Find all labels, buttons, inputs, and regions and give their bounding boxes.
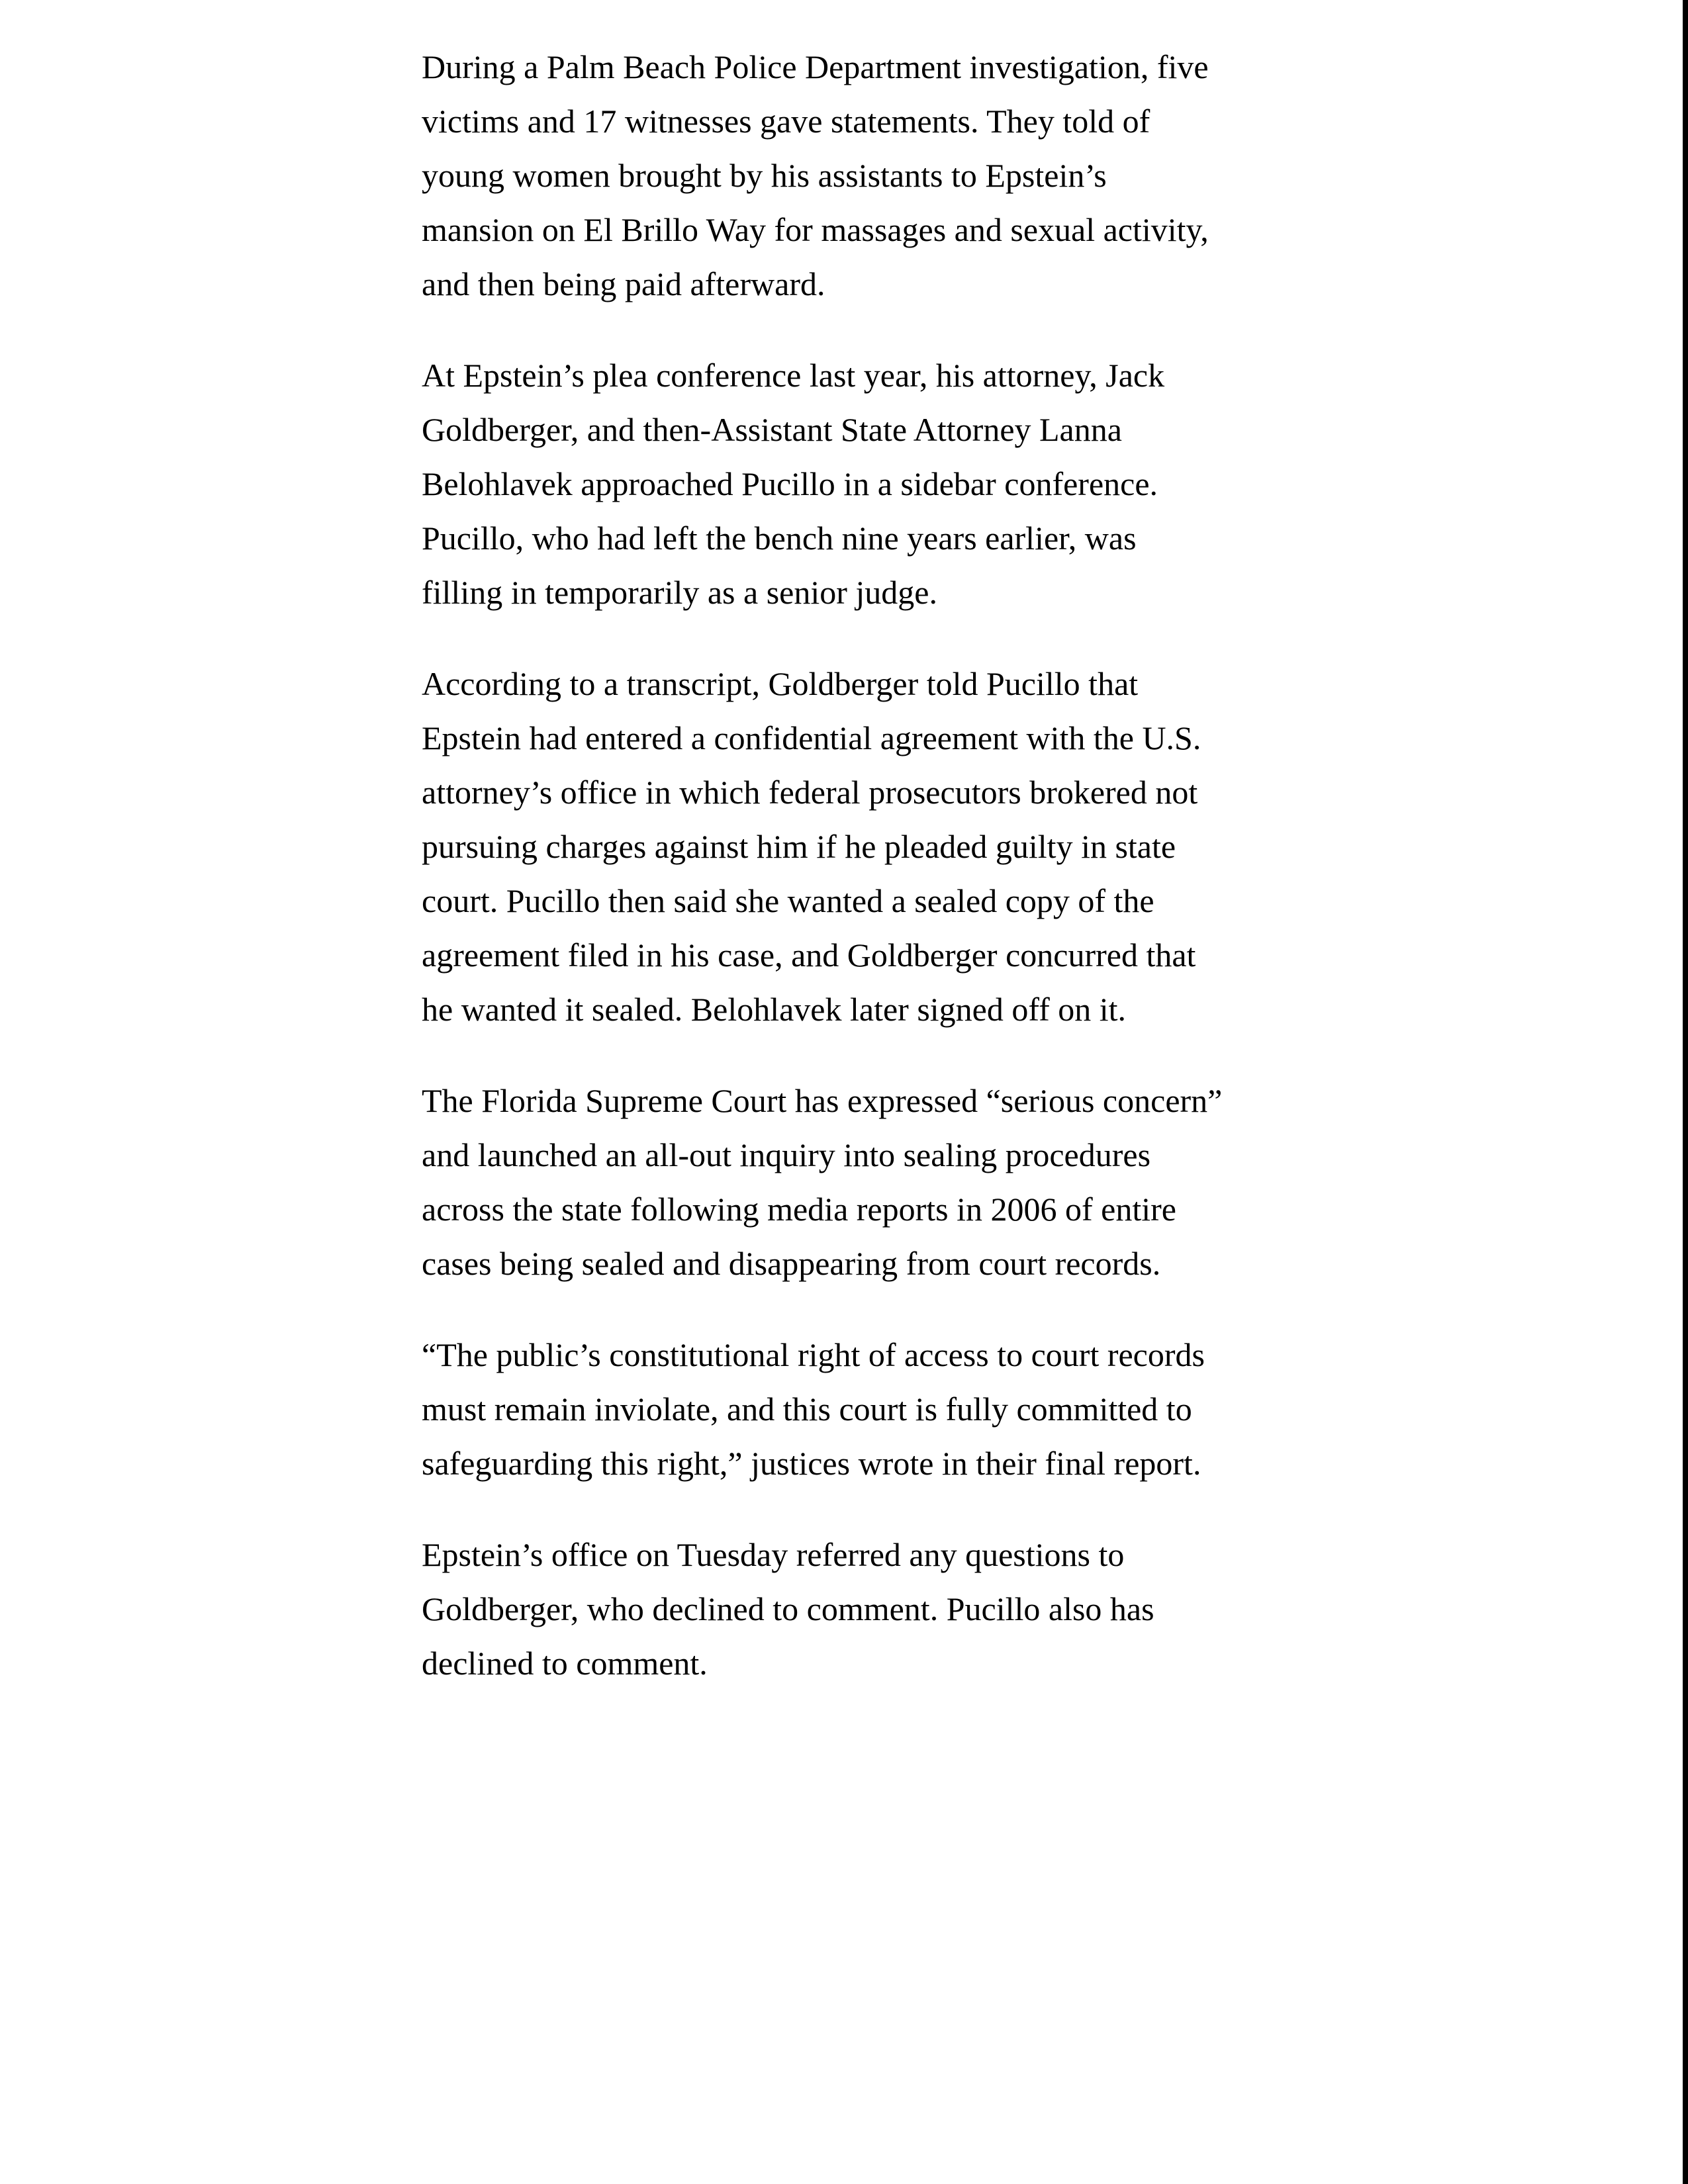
article-paragraph [422, 1073, 1309, 1291]
text-line: filling in temporarily as a senior judge. [422, 574, 937, 611]
text-line: The Florida Supreme Court has expressed “serious concern” [422, 1082, 1223, 1119]
article-paragraph [422, 40, 1309, 311]
text-line: Epstein’s office on Tuesday referred any questions to [422, 1536, 1125, 1573]
text-line: agreement filed in his case, and Goldberger concurred that [422, 936, 1196, 974]
text-line: pursuing charges against him if he pleaded guilty in state [422, 828, 1176, 865]
text-line: During a Palm Beach Police Department investigation, five [422, 48, 1209, 85]
article-paragraph [422, 657, 1309, 1036]
text-line: cases being sealed and disappearing from court records. [422, 1245, 1161, 1282]
text-line: According to a transcript, Goldberger told Pucillo that [422, 665, 1139, 702]
text-line: Goldberger, who declined to comment. Pucillo also has [422, 1590, 1154, 1627]
article-body [422, 40, 1309, 1727]
text-line: attorney’s office in which federal prosecutors brokered not [422, 774, 1198, 811]
text-line: At Epstein’s plea conference last year, his attorney, Jack [422, 357, 1165, 394]
text-line: victims and 17 witnesses gave statements. They told of [422, 103, 1150, 140]
text-line: across the state following media reports in 2006 of entire [422, 1191, 1176, 1228]
text-line: declined to comment. [422, 1645, 708, 1682]
scan-edge-artifact [1683, 0, 1688, 2184]
article-paragraph [422, 1328, 1309, 1490]
text-line: Belohlavek approached Pucillo in a sidebar conference. [422, 465, 1158, 502]
text-line: “The public’s constitutional right of access to court records [422, 1336, 1205, 1373]
text-line: court. Pucillo then said she wanted a sealed copy of the [422, 882, 1154, 919]
text-line: safeguarding this right,” justices wrote in their final report. [422, 1445, 1201, 1482]
text-line: mansion on El Brillo Way for massages and sexual activity, [422, 211, 1209, 248]
article-paragraph [422, 1527, 1309, 1690]
text-line: Pucillo, who had left the bench nine years earlier, was [422, 520, 1137, 557]
text-line: and then being paid afterward. [422, 265, 825, 302]
text-line: must remain inviolate, and this court is fully committed to [422, 1390, 1192, 1428]
text-line: Goldberger, and then-Assistant State Attorney Lanna [422, 411, 1122, 448]
text-line: young women brought by his assistants to Epstein’s [422, 157, 1107, 194]
text-line: he wanted it sealed. Belohlavek later signed off on it. [422, 991, 1127, 1028]
text-line: and launched an all-out inquiry into sealing procedures [422, 1136, 1151, 1173]
article-paragraph [422, 348, 1309, 619]
text-line: Epstein had entered a confidential agreement with the U.S. [422, 719, 1201, 756]
